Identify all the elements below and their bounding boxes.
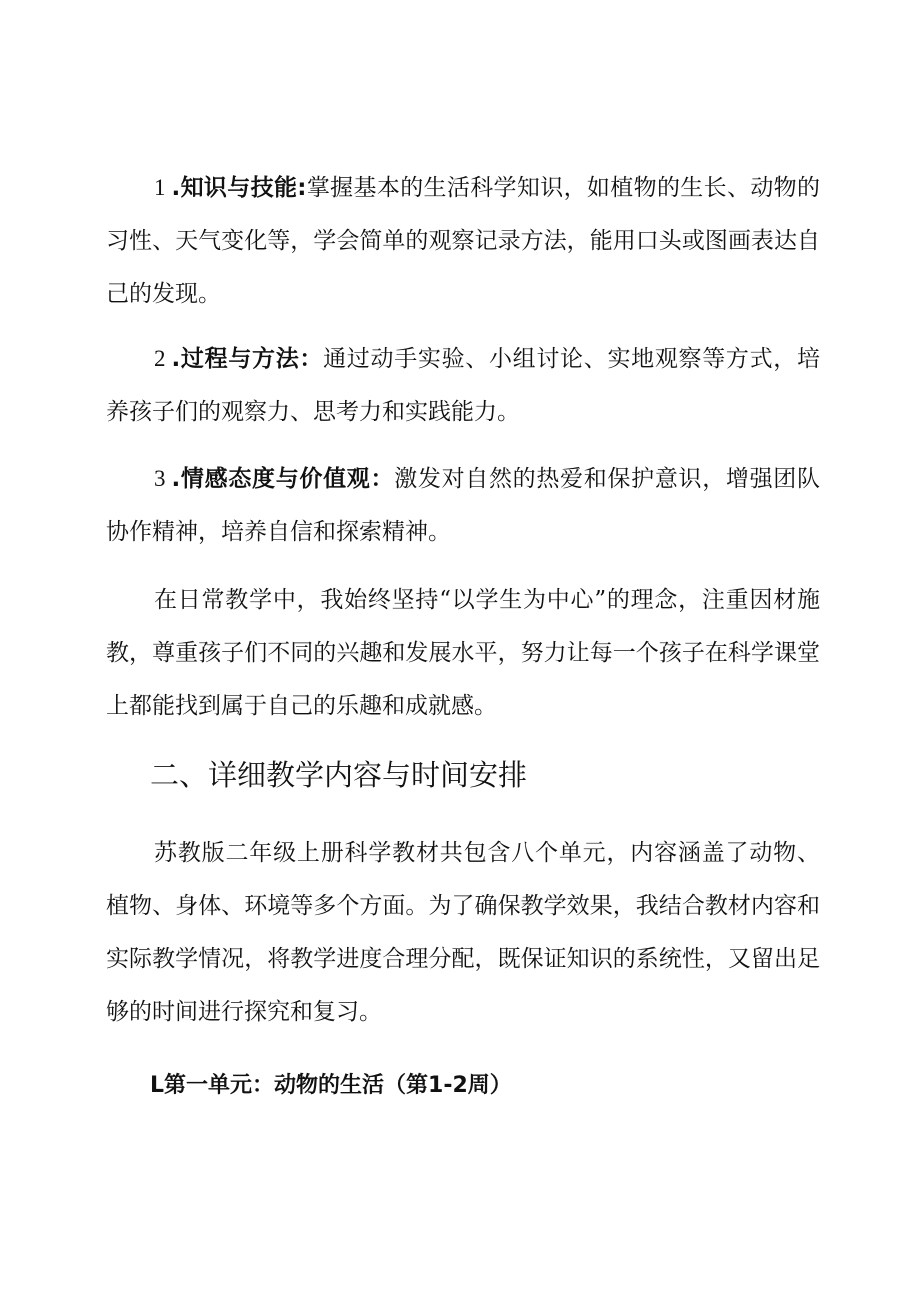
objective-text: 掌握基本的生活科学知识，如植物的生长、动物的习性、天气变化等，学会简单的观察记录方法，能用口头或图画表达自己的发现。 xyxy=(106,175,820,307)
objective-number: 3 xyxy=(154,466,166,491)
objective-item-3 xyxy=(106,452,820,559)
objective-title: .知识与技能: xyxy=(171,175,307,201)
objective-text: 通过动手实验、小组讨论、实地观察等方式，培养孩子们的观察力、思考力和实践能力。 xyxy=(106,346,820,425)
unit-heading: L第一单元：动物的生活（第1-2周） xyxy=(150,1073,512,1098)
objective-title: .情感态度与价值观： xyxy=(171,466,395,492)
section-heading: 二、详细教学内容与时间安排 xyxy=(150,758,528,792)
objective-number: 1 xyxy=(154,175,166,200)
content-paragraph: 苏教版二年级上册科学教材共包含八个单元，内容涵盖了动物、植物、身体、环境等多个方面。为了确保教学效果，我结合教材内容和实际教学情况，将教学进度合理分配，既保证知识的系统性，又留出足够的时间进行探究和复习。 xyxy=(106,840,820,1025)
philosophy-paragraph: 在日常教学中，我始终坚持“以学生为中心”的理念，注重因材施教，尊重孩子们不同的兴趣和发展水平，努力让每一个孩子在科学课堂上都能找到属于自己的乐趣和成就感。 xyxy=(106,587,820,719)
objective-title: .过程与方法： xyxy=(171,346,324,372)
objective-number: 2 xyxy=(154,346,166,371)
objective-item-2 xyxy=(106,332,820,439)
objective-item-1 xyxy=(106,161,820,321)
objective-text: 激发对自然的热爱和保护意识，增强团队协作精神，培养自信和探索精神。 xyxy=(106,466,820,545)
